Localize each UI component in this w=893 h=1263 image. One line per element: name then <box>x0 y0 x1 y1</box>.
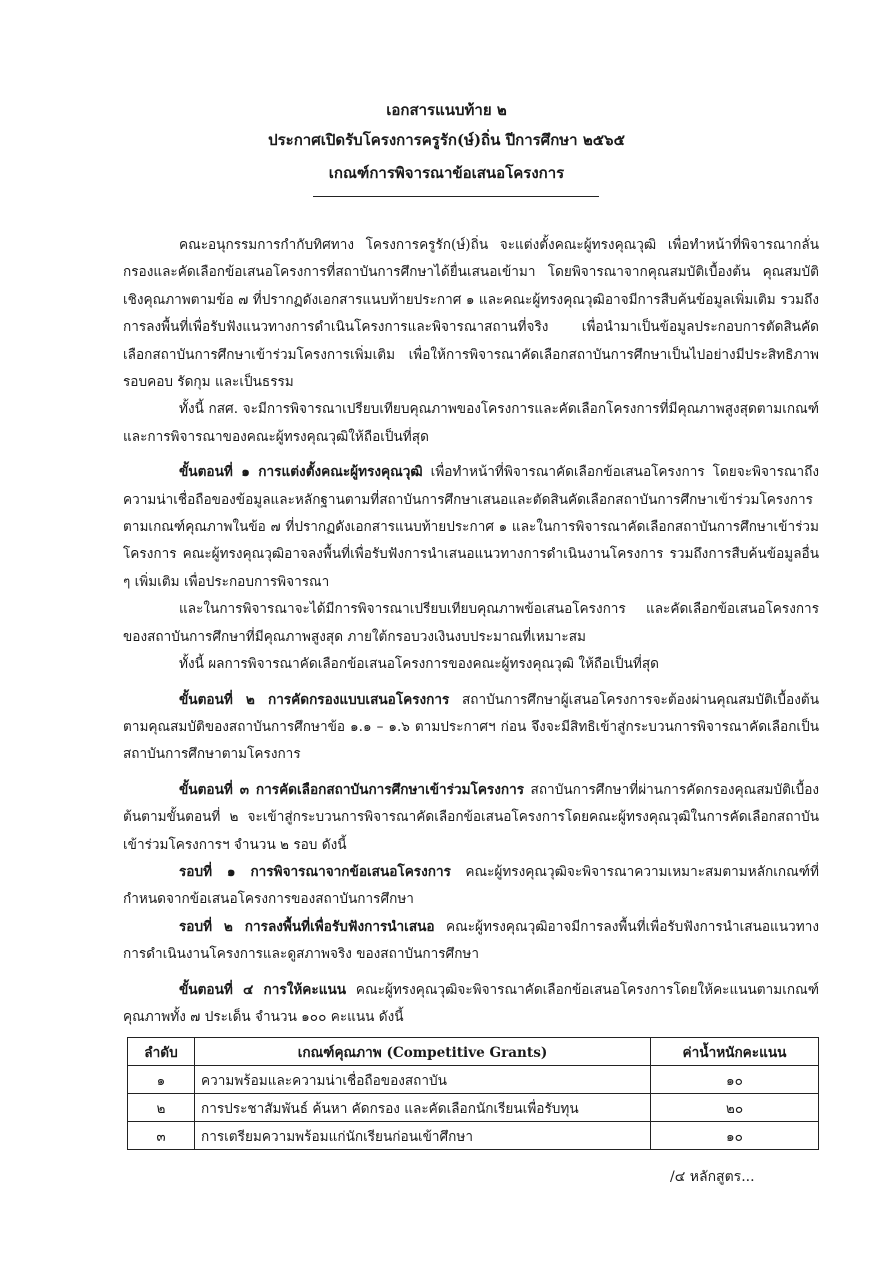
body-text <box>123 232 819 1031</box>
row-weight: ๒๐ <box>651 1094 819 1122</box>
paragraph-step2 <box>123 687 819 769</box>
announcement-title: ประกาศเปิดรับโครงการครูรัก(ษ์)ถิ่น ปีการศึกษา ๒๕๖๕ <box>268 131 625 149</box>
paragraph-step3 <box>123 777 819 859</box>
title-underline <box>313 196 599 197</box>
paragraph-round1 <box>123 859 819 914</box>
step4-text: คณะผู้ทรงคุณวุฒิจะพิจารณาคัดเลือกข้อเสนอโครงการโดยให้คะแนนตามเกณฑ์คุณภาพทั้ง ๗ ประเด็น จำนวน ๑๐๐ คะแนน ดังนี้ <box>123 981 819 1025</box>
row-criteria: การประชาสัมพันธ์ ค้นหา คัดกรอง และคัดเลือกนักเรียนเพื่อรับทุน <box>195 1094 651 1122</box>
paragraph-step4 <box>123 977 819 1032</box>
table-row <box>128 1094 819 1122</box>
paragraph-step1 <box>123 459 819 596</box>
header-order: ลำดับ <box>128 1038 195 1066</box>
row-criteria: การเตรียมความพร้อมแก่นักเรียนก่อนเข้าศึกษา <box>195 1122 651 1150</box>
header-weight: ค่าน้ำหนักคะแนน <box>651 1038 819 1066</box>
step1-text: เพื่อทำหน้าที่พิจารณาคัดเลือกข้อเสนอโครงการ โดยจะพิจารณาถึงความน่าเชื่อถือของข้อมูลและหลักฐานตามที่สถาบันการศึกษาเสนอและตัดสินคัดเลือกสถาบันการศึกษาเข้าร่วมโครงการ ตามเกณฑ์คุณภาพในข้อ ๗ ที่ปรากฏดังเอกสารแนบท้ายประกาศ ๑ และในการพิจารณาคัดเลือกสถาบันการศึกษาเข้าร่วมโครงการ คณะผู้ทรงคุณวุฒิอาจลงพื้นที่เพื่อรับฟังการนำเสนอแนวทางการดำเนินงานโครงการ รวมถึงการสืบค้นข้อมูลอื่น ๆ เพิ่มเติม เพื่อประกอบการพิจารณา <box>123 464 819 590</box>
round2-text: คณะผู้ทรงคุณวุฒิอาจมีการลงพื้นที่เพื่อรับฟังการนำเสนอแนวทางการดำเนินงานโครงการและดูสภาพจริง ของสถาบันการศึกษา <box>123 918 819 963</box>
paragraph-comparison: และในการพิจารณาจะได้มีการพิจารณาเปรียบเทียบคุณภาพข้อเสนอโครงการ และคัดเลือกข้อเสนอโครงการของสถาบันการศึกษาที่มีคุณภาพสูงสุด ภายใต้กรอบวงเงินงบประมาณที่เหมาะสม <box>123 601 819 645</box>
step1-heading: ขั้นตอนที่ ๑ การแต่งตั้งคณะผู้ทรงคุณวุฒิ <box>179 464 423 481</box>
row-weight: ๑๐ <box>651 1066 819 1094</box>
table-row <box>128 1122 819 1150</box>
row-order: ๒ <box>128 1094 195 1122</box>
attachment-title: เอกสารแนบท้าย ๒ <box>386 101 507 119</box>
paragraph-final: ทั้งนี้ ผลการพิจารณาคัดเลือกข้อเสนอโครงการของคณะผู้ทรงคุณวุฒิ ให้ถือเป็นที่สุด <box>179 656 659 673</box>
round1-heading: รอบที่ ๑ การพิจารณาจากข้อเสนอโครงการ <box>179 863 451 880</box>
step2-heading: ขั้นตอนที่ ๒ การคัดกรองแบบเสนอโครงการ <box>179 691 450 708</box>
paragraph-round2 <box>123 914 819 969</box>
criteria-table <box>127 1037 819 1150</box>
table-header-row <box>128 1038 819 1066</box>
table-row <box>128 1066 819 1094</box>
row-order: ๑ <box>128 1066 195 1094</box>
row-criteria: ความพร้อมและความน่าเชื่อถือของสถาบัน <box>195 1066 651 1094</box>
paragraph-note: ทั้งนี้ กสศ. จะมีการพิจารณาเปรียบเทียบคุณภาพของโครงการและคัดเลือกโครงการที่มีคุณภาพสูงสุดตามเกณฑ์และการพิจารณาของคณะผู้ทรงคุณวุฒิให้ถือเป็นที่สุด <box>123 401 819 445</box>
header-criteria: เกณฑ์คุณภาพ (Competitive Grants) <box>195 1038 651 1066</box>
continuation-note: /๔ หลักสูตร... <box>670 1169 755 1185</box>
round1-text: คณะผู้ทรงคุณวุฒิจะพิจารณาความเหมาะสมตามหลักเกณฑ์ที่กำหนดจากข้อเสนอโครงการของสถาบันการศึกษา <box>123 863 819 908</box>
row-order: ๓ <box>128 1122 195 1150</box>
step2-text: สถาบันการศึกษาผู้เสนอโครงการจะต้องผ่านคุณสมบัติเบื้องต้นตามคุณสมบัติของสถาบันการศึกษาข้อ ๑.๑ – ๑.๖ ตามประกาศฯ ก่อน จึงจะมีสิทธิเข้าสู่กระบวนการพิจารณาคัดเลือกเป็นสถาบันการศึกษาตามโครงการ <box>123 691 819 763</box>
step3-text: สถาบันการศึกษาที่ผ่านการคัดกรองคุณสมบัติเบื้องต้นตามขั้นตอนที่ ๒ จะเข้าสู่กระบวนการพิจารณาคัดเลือกข้อเสนอโครงการโดยคณะผู้ทรงคุณวุฒิในการคัดเลือกสถาบันเข้าร่วมโครงการฯ จำนวน ๒ รอบ ดังนี้ <box>123 781 819 853</box>
round2-heading: รอบที่ ๒ การลงพื้นที่เพื่อรับฟังการนำเสนอ <box>179 918 435 935</box>
paragraph-intro: คณะอนุกรรมการกำกับทิศทาง โครงการครูรัก(ษ์)ถิ่น จะแต่งตั้งคณะผู้ทรงคุณวุฒิ เพื่อทำหน้าที่พิจารณากลั่นกรองและคัดเลือกข้อเสนอโครงการที่สถาบันการศึกษาได้ยื่นเสนอเข้ามา โดยพิจารณาจากคุณสมบัติเบื้องต้น คุณสมบัติเชิงคุณภาพตามข้อ ๗ ที่ปรากฏดังเอกสารแนบท้ายประกาศ ๑ และคณะผู้ทรงคุณวุฒิอาจมีการสืบค้นข้อมูลเพิ่มเติม รวมถึงการลงพื้นที่เพื่อรับฟังแนวทางการดำเนินโครงการและพิจารณาสถานที่จริง เพื่อนำมาเป็นข้อมูลประกอบการตัดสินคัดเลือกสถาบันการศึกษาเข้าร่วมโครงการเพิ่มเติม เพื่อให้การพิจารณาคัดเลือกสถาบันการศึกษาเป็นไปอย่างมีประสิทธิภาพ รอบคอบ รัดกุม และเป็นธรรม <box>123 237 819 391</box>
step3-heading: ขั้นตอนที่ ๓ การคัดเลือกสถาบันการศึกษาเข้าร่วมโครงการ <box>179 781 525 798</box>
criteria-title: เกณฑ์การพิจารณาข้อเสนอโครงการ <box>328 164 565 182</box>
row-weight: ๑๐ <box>651 1122 819 1150</box>
step4-heading: ขั้นตอนที่ ๔ การให้คะแนน <box>179 981 347 998</box>
